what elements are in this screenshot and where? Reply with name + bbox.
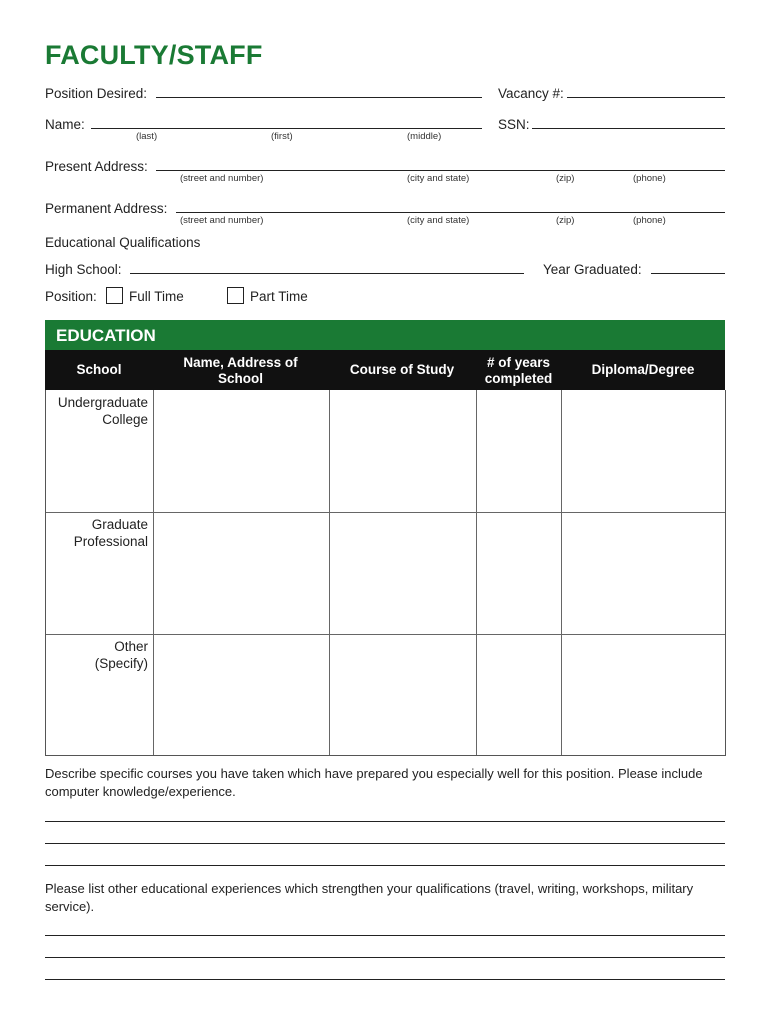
courses-answer-line-3[interactable] bbox=[45, 865, 725, 866]
vacancy-label: Vacancy #: bbox=[498, 86, 564, 101]
position-desired-field[interactable] bbox=[156, 97, 482, 98]
position-desired-label: Position Desired: bbox=[45, 86, 148, 101]
experiences-answer-line-2[interactable] bbox=[45, 957, 725, 958]
full-time-label: Full Time bbox=[129, 289, 184, 304]
row-graduate: Graduate Professional bbox=[73, 517, 148, 549]
name-first-hint: (first) bbox=[271, 131, 293, 142]
name-middle-hint: (middle) bbox=[407, 131, 442, 142]
part-time-label: Part Time bbox=[250, 289, 308, 304]
high-school-field[interactable] bbox=[130, 273, 524, 274]
courses-question: Describe specific courses you have taken which have prepared you especially well for this position. Please include computer knowledge/experience. bbox=[45, 766, 703, 799]
experiences-answer-line-3[interactable] bbox=[45, 979, 725, 980]
education-table bbox=[45, 390, 726, 756]
education-column-headers bbox=[45, 350, 725, 390]
courses-answer-line-1[interactable] bbox=[45, 821, 725, 822]
present-address-label: Present Address: bbox=[45, 159, 148, 174]
name-label: Name: bbox=[45, 117, 85, 132]
educational-qualifications-heading: Educational Qualifications bbox=[45, 235, 201, 250]
permanent-street-hint: (street and number) bbox=[180, 215, 264, 226]
present-zip-hint: (zip) bbox=[556, 173, 575, 184]
present-phone-hint: (phone) bbox=[633, 173, 666, 184]
permanent-city-hint: (city and state) bbox=[407, 215, 470, 226]
present-city-hint: (city and state) bbox=[407, 173, 470, 184]
col-diploma-degree: Diploma/Degree bbox=[591, 362, 695, 377]
ssn-field[interactable] bbox=[532, 128, 725, 129]
row-undergraduate: Undergraduate College bbox=[57, 395, 148, 427]
col-name-address: Name, Address of School bbox=[183, 355, 298, 386]
col-years-completed: # of years completed bbox=[484, 355, 553, 386]
courses-answer-line-2[interactable] bbox=[45, 843, 725, 844]
permanent-address-field[interactable] bbox=[176, 212, 725, 213]
position-label: Position: bbox=[45, 289, 97, 304]
education-header bbox=[45, 320, 725, 350]
ssn-label: SSN: bbox=[498, 117, 530, 132]
name-field[interactable] bbox=[91, 128, 482, 129]
other-experiences-question: Please list other educational experiences which strengthen your qualifications (travel, writing, workshops, military service). bbox=[45, 881, 694, 914]
present-street-hint: (street and number) bbox=[180, 173, 264, 184]
name-last-hint: (last) bbox=[136, 131, 158, 142]
year-graduated-label: Year Graduated: bbox=[543, 262, 642, 277]
permanent-zip-hint: (zip) bbox=[556, 215, 575, 226]
vacancy-field[interactable] bbox=[567, 97, 725, 98]
col-course-of-study: Course of Study bbox=[349, 362, 455, 377]
row-other: Other (Specify) bbox=[94, 639, 148, 671]
present-address-field[interactable] bbox=[156, 170, 725, 171]
permanent-phone-hint: (phone) bbox=[633, 215, 666, 226]
experiences-answer-line-1[interactable] bbox=[45, 935, 725, 936]
permanent-address-label: Permanent Address: bbox=[45, 201, 168, 216]
col-school: School bbox=[76, 362, 122, 377]
part-time-checkbox[interactable] bbox=[227, 287, 244, 304]
high-school-label: High School: bbox=[45, 262, 122, 277]
education-header-title: EDUCATION bbox=[56, 326, 156, 345]
year-graduated-field[interactable] bbox=[651, 273, 725, 274]
page-title: FACULTY/STAFF bbox=[45, 40, 263, 70]
full-time-checkbox[interactable] bbox=[106, 287, 123, 304]
